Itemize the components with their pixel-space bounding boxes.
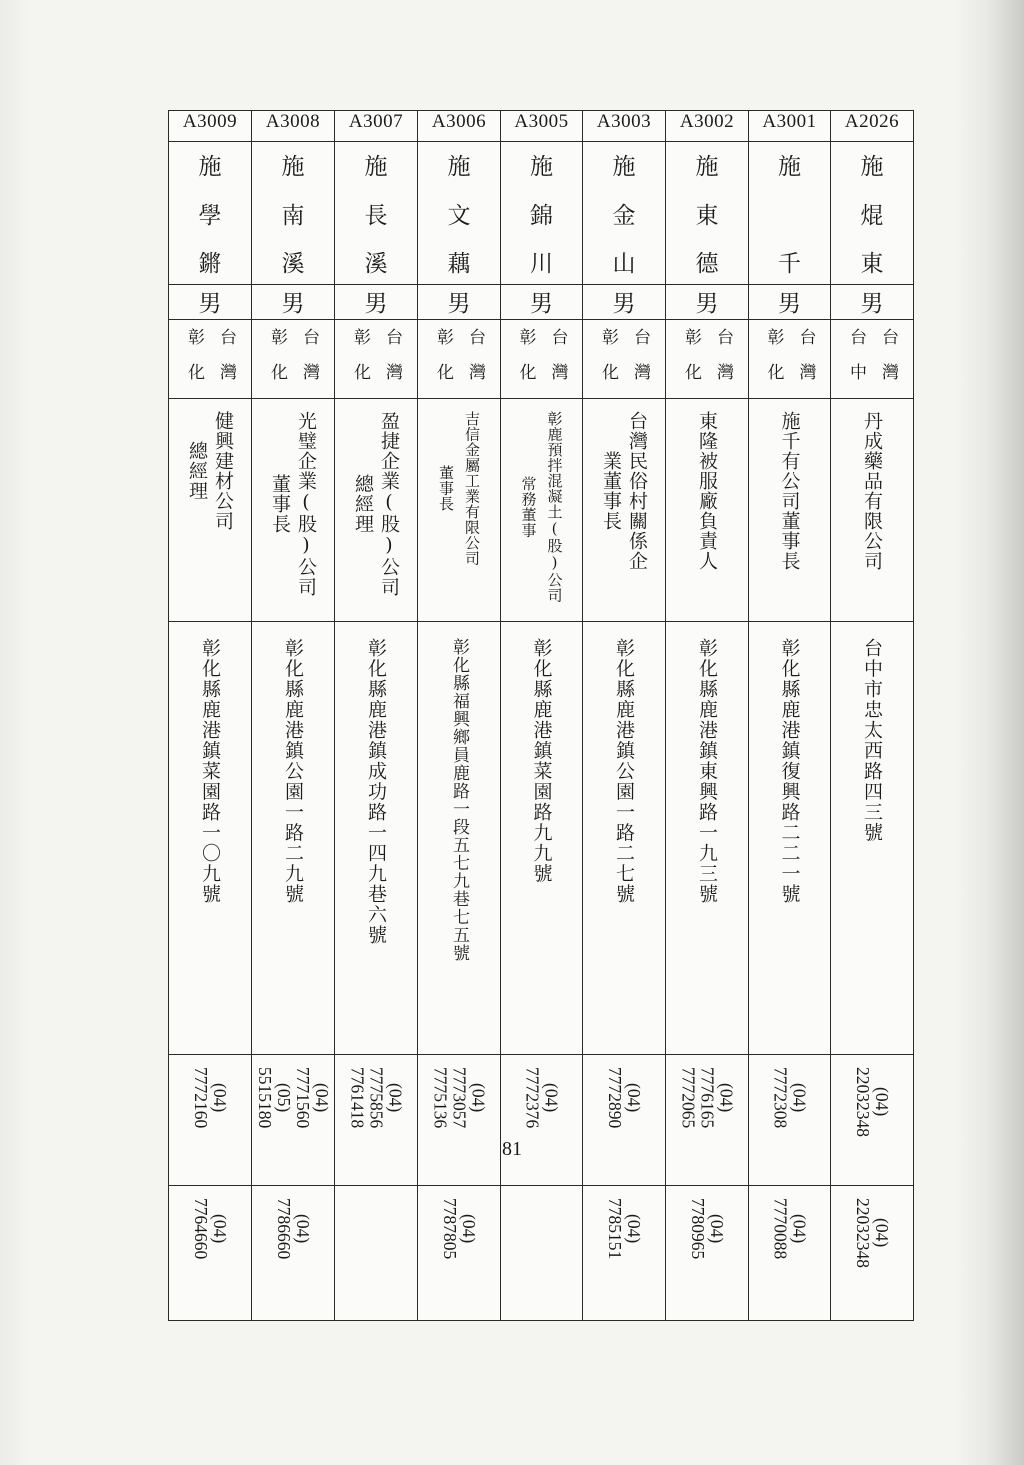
member-phone-cell: [418, 1055, 501, 1186]
fax-line: 7770088: [770, 1198, 791, 1260]
occupation-line: 健興建材公司: [212, 411, 234, 531]
member-occupation-cell: [418, 399, 501, 622]
member-fax: [274, 1198, 312, 1259]
occupation-line: 盈捷企業(股)公司: [378, 411, 400, 597]
occupation-text: [184, 411, 236, 531]
phone-line: 7771560: [293, 1067, 313, 1129]
member-name: [749, 142, 830, 278]
occupation-text: [516, 411, 568, 603]
phone-line: 7776165: [697, 1067, 718, 1129]
member-occupation-cell: [831, 399, 914, 622]
member-name-cell: [831, 142, 914, 285]
phone-line: (05): [274, 1083, 294, 1113]
member-id: A3008: [265, 111, 321, 132]
fax-line: (04): [293, 1214, 313, 1244]
member-address: 彰化縣鹿港鎮菜園路九九號: [530, 638, 553, 884]
member-occupation: [583, 399, 665, 571]
member-sex: 男: [695, 291, 719, 317]
member-phone-cell: [169, 1055, 252, 1186]
member-origin-cell: [169, 320, 252, 399]
member-origin-row: [169, 320, 914, 399]
origin-line: 台灣: [465, 328, 485, 398]
member-id: A3007: [348, 111, 404, 132]
member-id-cell: [169, 111, 252, 142]
member-id: A3001: [762, 111, 817, 132]
member-phone: [771, 1067, 809, 1128]
occupation-line: 董事長: [269, 474, 291, 534]
member-fax-cell: [583, 1186, 666, 1321]
member-phone-cell: [831, 1055, 914, 1186]
member-id: A3006: [431, 111, 487, 132]
fax-line: (04): [459, 1214, 479, 1244]
name-character: 千: [778, 251, 801, 277]
member-fax: [688, 1198, 726, 1259]
member-sex: 男: [612, 291, 636, 317]
member-address: 台中市忠太西路四三號: [861, 638, 883, 843]
member-sex-cell: [169, 285, 252, 320]
phone-line: (04): [716, 1083, 737, 1113]
member-address-cell: [501, 622, 583, 1055]
member-phone-cell: [252, 1055, 335, 1186]
member-occupation-cell: [335, 399, 418, 622]
occupation-line: 丹成藥品有限公司: [861, 411, 883, 571]
occupation-line: 總經理: [186, 441, 208, 501]
member-sex: 男: [447, 291, 471, 317]
member-name-cell: [749, 142, 831, 285]
member-phone: [255, 1067, 331, 1128]
member-address: 彰化縣鹿港鎮公園一路二九號: [282, 638, 304, 905]
member-fax-cell: [749, 1186, 831, 1321]
origin-line: 彰化: [515, 328, 536, 398]
origin-line: 台灣: [878, 328, 898, 398]
member-address: 彰化縣鹿港鎮復興路二二一號: [778, 638, 801, 905]
phone-line: 7775856: [366, 1067, 387, 1129]
member-fax-cell: [335, 1186, 418, 1321]
phone-line: 7761418: [347, 1067, 368, 1129]
member-id: A3009: [182, 111, 238, 132]
member-occupation: [252, 399, 334, 597]
origin-line: 台灣: [795, 328, 816, 398]
name-character: 南: [281, 202, 305, 229]
occupation-line: 彰鹿預拌混凝土(股)公司: [545, 411, 564, 603]
member-id-cell: [252, 111, 335, 142]
member-occupation: [501, 399, 582, 603]
member-id-cell: [583, 111, 666, 142]
member-origin: [169, 320, 251, 398]
member-sex-cell: [831, 285, 914, 320]
name-character: 德: [695, 251, 719, 277]
origin-line: 台灣: [382, 328, 402, 398]
fax-line: (04): [210, 1214, 230, 1244]
origin-line: 台中: [846, 328, 866, 398]
phone-line: 7772308: [770, 1067, 791, 1129]
member-sex: 男: [778, 291, 801, 317]
member-name-row: [169, 142, 914, 285]
member-origin-cell: [252, 320, 335, 399]
member-sex: 男: [364, 291, 388, 317]
member-id: A2026: [844, 111, 900, 132]
occupation-line: 吉信金屬工業有限公司: [463, 411, 481, 566]
member-phone: [679, 1067, 736, 1128]
member-name: [418, 142, 500, 278]
member-sex-cell: [418, 285, 501, 320]
fax-line: 7787805: [440, 1198, 460, 1260]
member-phone-cell: [335, 1055, 418, 1186]
member-fax-cell: [169, 1186, 252, 1321]
member-sex-cell: [583, 285, 666, 320]
member-occupation-cell: [666, 399, 749, 622]
member-name: [583, 142, 665, 278]
member-sex-cell: [335, 285, 418, 320]
fax-line: (04): [624, 1214, 644, 1244]
member-phone: [605, 1067, 643, 1128]
member-phone-cell: [666, 1055, 749, 1186]
occupation-line: 光璧企業(股)公司: [295, 411, 317, 597]
phone-line: (04): [468, 1083, 489, 1113]
member-origin: [583, 320, 665, 398]
phone-line: (04): [541, 1083, 562, 1113]
member-origin: [501, 320, 582, 398]
member-occupation: [749, 399, 830, 571]
origin-line: 台灣: [216, 328, 236, 398]
member-sex: 男: [198, 291, 222, 317]
member-address-row: [169, 622, 914, 1055]
origin-line: 彰化: [350, 328, 370, 398]
member-address: 彰化縣鹿港鎮公園一路二七號: [613, 638, 635, 905]
name-character: 施: [612, 154, 636, 180]
origin-line: 台灣: [713, 328, 733, 398]
phone-line: (04): [385, 1083, 406, 1113]
phone-line: 7772376: [522, 1067, 543, 1129]
member-occupation: [831, 399, 913, 571]
member-sex-cell: [501, 285, 583, 320]
member-occupation: [335, 399, 417, 597]
member-origin-cell: [501, 320, 583, 399]
occupation-line: 常務董事: [519, 476, 538, 538]
member-address-cell: [335, 622, 418, 1055]
page-left-edge: [0, 0, 30, 1465]
occupation-text: [777, 411, 803, 571]
origin-line: 彰化: [763, 328, 784, 398]
member-sex: 男: [860, 291, 884, 317]
occupation-text: [598, 411, 650, 571]
member-occupation-cell: [583, 399, 666, 622]
origin-line: 台灣: [547, 328, 568, 398]
name-character: 東: [695, 202, 719, 229]
name-character: 施: [530, 154, 553, 180]
member-name: [666, 142, 748, 278]
name-character: 學: [198, 202, 222, 229]
member-id-cell: [749, 111, 831, 142]
member-fax-cell: [252, 1186, 335, 1321]
name-character: 長: [364, 202, 388, 229]
member-phone-row: [169, 1055, 914, 1186]
member-address-cell: [749, 622, 831, 1055]
fax-line: (04): [707, 1214, 727, 1244]
member-sex: 男: [530, 291, 553, 317]
fax-line: 22032348: [853, 1198, 873, 1268]
phone-line: (04): [624, 1083, 644, 1113]
fax-line: 7764660: [191, 1198, 211, 1260]
occupation-line: 業董事長: [600, 451, 622, 531]
phone-line: 7775136: [430, 1067, 451, 1129]
occupation-text: [694, 411, 720, 571]
occupation-text: [859, 411, 885, 571]
member-origin: [335, 320, 417, 398]
occupation-text: [267, 411, 319, 597]
member-address-cell: [831, 622, 914, 1055]
member-origin: [666, 320, 748, 398]
member-sex-cell: [252, 285, 335, 320]
member-name-cell: [418, 142, 501, 285]
member-id-cell: [666, 111, 749, 142]
phone-line: 7773057: [449, 1067, 470, 1129]
fax-line: 7786660: [274, 1198, 294, 1260]
member-id: A3005: [514, 111, 569, 132]
member-phone-cell: [749, 1055, 831, 1186]
member-id-cell: [831, 111, 914, 142]
member-name-cell: [666, 142, 749, 285]
phone-line: (04): [872, 1087, 892, 1117]
name-character: 山: [612, 251, 636, 277]
member-origin: [252, 320, 334, 398]
member-id-row: [169, 111, 914, 142]
phone-line: (04): [312, 1083, 332, 1113]
member-origin-cell: [831, 320, 914, 399]
name-character: 藕: [447, 251, 471, 277]
fax-line: 7780965: [688, 1198, 708, 1260]
member-fax-cell: [501, 1186, 583, 1321]
origin-line: 彰化: [267, 328, 287, 398]
name-character: 溪: [364, 251, 388, 277]
phone-line: 7772160: [191, 1067, 211, 1129]
member-origin-cell: [335, 320, 418, 399]
phone-line: (04): [210, 1083, 230, 1113]
name-character: 施: [695, 154, 719, 180]
phone-line: 7772065: [678, 1067, 699, 1129]
page-right-edge-shadow: [954, 0, 1024, 1465]
member-origin: [418, 320, 500, 398]
member-origin-cell: [418, 320, 501, 399]
name-character: 溪: [281, 251, 305, 277]
member-address-cell: [252, 622, 335, 1055]
origin-line: 彰化: [184, 328, 204, 398]
phone-line: 7772890: [605, 1067, 625, 1129]
member-fax-cell: [831, 1186, 914, 1321]
name-character: 川: [530, 251, 553, 277]
phone-line: (04): [789, 1083, 810, 1113]
member-address-cell: [666, 622, 749, 1055]
occupation-line: 董事長: [437, 465, 455, 512]
occupation-line: 施千有公司董事長: [778, 411, 801, 571]
member-fax: [853, 1198, 891, 1268]
name-character: 施: [860, 154, 884, 180]
member-name: [169, 142, 251, 278]
member-name-cell: [335, 142, 418, 285]
name-character: 焜: [860, 202, 884, 229]
member-origin: [749, 320, 830, 398]
origin-line: 彰化: [598, 328, 618, 398]
name-character: 施: [447, 154, 471, 180]
member-occupation-cell: [252, 399, 335, 622]
member-fax-cell: [666, 1186, 749, 1321]
member-phone-cell: [501, 1055, 583, 1186]
member-id: A3002: [679, 111, 735, 132]
member-name-cell: [252, 142, 335, 285]
member-address-cell: [418, 622, 501, 1055]
member-name: [252, 142, 334, 278]
origin-line: 彰化: [433, 328, 453, 398]
member-id-cell: [418, 111, 501, 142]
member-address: 彰化縣鹿港鎮成功路一四九巷六號: [365, 638, 387, 946]
fax-line: 7785151: [605, 1198, 625, 1260]
member-id-cell: [335, 111, 418, 142]
origin-line: 彰化: [681, 328, 701, 398]
member-address: 彰化縣鹿港鎮東興路一九三號: [696, 638, 718, 905]
member-phone: [431, 1067, 488, 1128]
origin-line: 台灣: [630, 328, 650, 398]
fax-line: (04): [872, 1218, 892, 1248]
occupation-line: 台灣民俗村關係企: [626, 411, 648, 571]
member-name: [831, 142, 913, 278]
member-fax-row: [169, 1186, 914, 1321]
member-fax: [191, 1198, 229, 1259]
phone-line: 22032348: [853, 1067, 873, 1137]
member-phone: [523, 1067, 561, 1128]
name-character: 施: [778, 154, 801, 180]
member-occupation-cell: [501, 399, 583, 622]
name-character: 施: [281, 154, 305, 180]
name-character: 施: [364, 154, 388, 180]
member-address-cell: [583, 622, 666, 1055]
member-sex-cell: [749, 285, 831, 320]
member-phone: [191, 1067, 229, 1128]
member-name-cell: [583, 142, 666, 285]
member-occupation: [169, 399, 251, 531]
member-phone-cell: [583, 1055, 666, 1186]
page-number: 81: [502, 1138, 522, 1160]
member-sex-cell: [666, 285, 749, 320]
member-fax: [605, 1198, 643, 1259]
member-fax: [440, 1198, 478, 1259]
name-character: 施: [198, 154, 222, 180]
name-character: 鏘: [198, 251, 222, 277]
member-name-cell: [501, 142, 583, 285]
member-fax-cell: [418, 1186, 501, 1321]
member-occupation-cell: [169, 399, 252, 622]
member-id: A3003: [596, 111, 652, 132]
member-sex-row: [169, 285, 914, 320]
member-address: 彰化縣福興鄉員鹿路一段五七九巷七五號: [449, 638, 469, 962]
member-address-cell: [169, 622, 252, 1055]
phone-line: 5515180: [255, 1067, 275, 1129]
occupation-text: [433, 411, 485, 566]
member-occupation: [666, 399, 748, 571]
member-fax: [771, 1198, 809, 1259]
name-character: 文: [447, 202, 471, 229]
member-occupation-row: [169, 399, 914, 622]
member-origin-cell: [583, 320, 666, 399]
member-id-cell: [501, 111, 583, 142]
occupation-text: [350, 411, 402, 597]
member-name-cell: [169, 142, 252, 285]
member-occupation-cell: [749, 399, 831, 622]
occupation-line: 東隆被服廠負責人: [696, 411, 718, 571]
member-occupation: [418, 399, 500, 566]
name-character: 東: [860, 251, 884, 277]
name-character: 錦: [530, 202, 553, 229]
fax-line: (04): [789, 1214, 810, 1244]
member-address: 彰化縣鹿港鎮菜園路一〇九號: [199, 638, 221, 905]
member-phone: [348, 1067, 405, 1128]
member-sex: 男: [281, 291, 305, 317]
member-origin-cell: [749, 320, 831, 399]
member-name: [335, 142, 417, 278]
member-phone: [853, 1067, 891, 1137]
member-origin: [831, 320, 913, 398]
name-character: 金: [612, 202, 636, 229]
member-name: [501, 142, 582, 278]
occupation-line: 總經理: [352, 474, 374, 534]
member-origin-cell: [666, 320, 749, 399]
origin-line: 台灣: [299, 328, 319, 398]
